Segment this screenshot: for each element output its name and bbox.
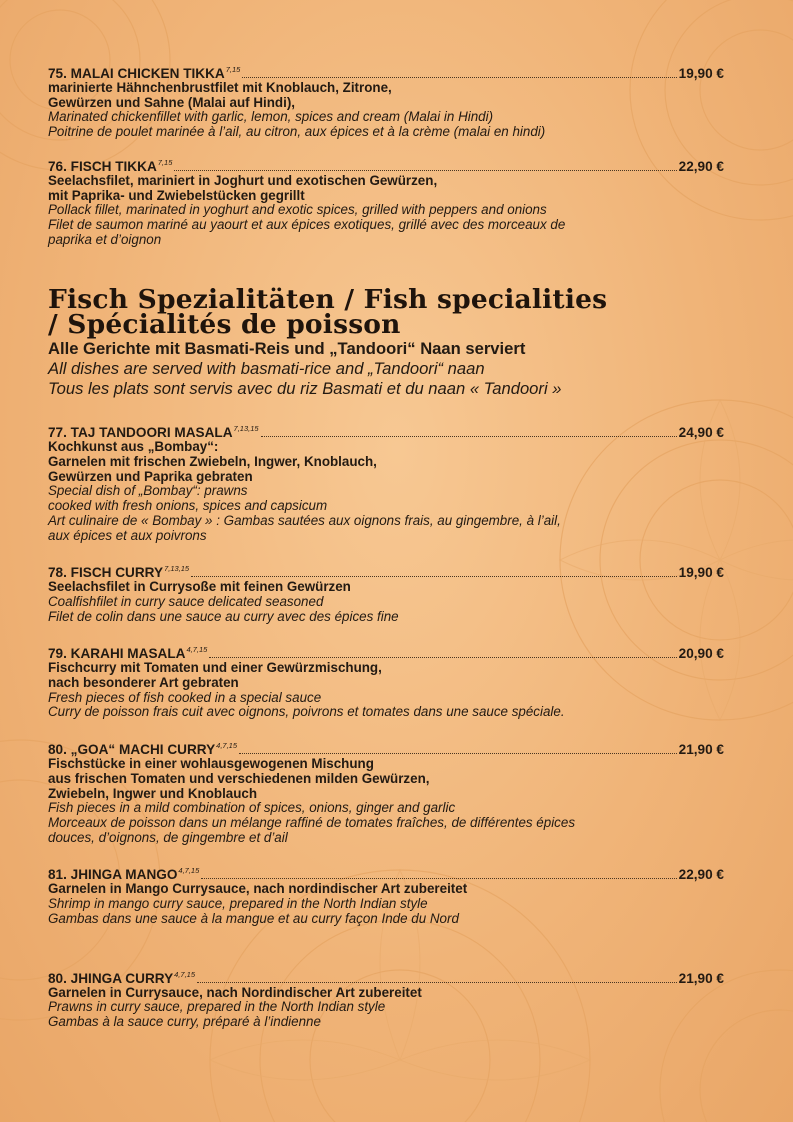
description-en: Shrimp in mango curry sauce, prepared in the North Indian style <box>48 896 428 912</box>
allergen-codes: 4,7,15 <box>174 969 195 979</box>
description-fr: Morceaux de poisson dans un mélange raffiné de tomates fraîches, de différentes épices <box>48 814 576 830</box>
description-en: Special dish of „Bombay“: prawns <box>48 483 248 499</box>
section-subtitle-de: Alle Gerichte mit Basmati-Reis und „Tandoori“ Naan serviert <box>48 339 526 359</box>
description-de: Zwiebeln, Ingwer und Knoblauch <box>48 785 258 801</box>
dotted-leader <box>201 877 676 879</box>
description-de: Seelachsfilet in Currysoße mit feinen Gewürzen <box>48 579 351 595</box>
section-header-fish <box>48 284 724 399</box>
item-price: 21,90 € <box>678 970 724 986</box>
section-subtitle-fr: Tous les plats sont servis avec du riz Basmati et du naan « Tandoori » <box>48 379 562 399</box>
description-fr: Art culinaire de « Bombay » : Gambas sautées aux oignons frais, au gingembre, à l’ail, <box>48 512 561 528</box>
item-name: 77. TAJ TANDOORI MASALA <box>48 425 233 441</box>
menu-item-78 <box>48 565 724 624</box>
dotted-leader <box>174 169 676 171</box>
item-name: 75. MALAI CHICKEN TIKKA <box>48 66 225 81</box>
description-fr: aux épices et aux poivrons <box>48 527 207 543</box>
item-price: 20,90 € <box>678 646 724 662</box>
item-price: 24,90 € <box>678 425 724 441</box>
allergen-codes: 7,15 <box>157 157 173 167</box>
menu-item-81 <box>48 867 724 926</box>
dotted-leader <box>239 752 677 754</box>
menu-item-76 <box>48 159 724 248</box>
description-de: Fischstücke in einer wohlausgewogenen Mischung <box>48 756 374 772</box>
description-fr: Filet de saumon mariné au yaourt et aux épices exotiques, grillé avec des morceaux de <box>48 216 566 232</box>
dotted-leader <box>242 76 676 78</box>
description-en: cooked with fresh onions, spices and capsicum <box>48 498 328 514</box>
item-name: 80. JHINGA CURRY <box>48 970 174 986</box>
description-fr: Curry de poisson frais cuit avec oignons, poivrons et tomates dans une sauce spéciale. <box>48 704 565 720</box>
description-de: Fischcurry mit Tomaten und einer Gewürzmischung, <box>48 660 382 676</box>
allergen-codes: 7,13,15 <box>233 424 259 434</box>
description-fr: Gambas dans une sauce à la mangue et au curry façon Inde du Nord <box>48 910 459 926</box>
menu-item-80-goa <box>48 742 724 845</box>
description-en: Pollack fillet, marinated in yoghurt and exotic spices, grilled with peppers and onions <box>48 202 547 218</box>
description-de: aus frischen Tomaten und verschiedenen milden Gewürzen, <box>48 770 430 786</box>
description-en: Coalfishfilet in curry sauce delicated seasoned <box>48 593 324 609</box>
item-name: 79. KARAHI MASALA <box>48 646 186 662</box>
allergen-codes: 4,7,15 <box>178 866 200 876</box>
menu-item-75 <box>48 66 724 140</box>
dotted-leader <box>191 575 677 577</box>
description-de: Seelachsfilet, mariniert in Joghurt und exotischen Gewürzen, <box>48 172 438 188</box>
section-title: / Spécialités de poisson <box>48 309 401 341</box>
dotted-leader <box>197 981 677 983</box>
item-price: 19,90 € <box>678 565 724 581</box>
description-de: nach besonderer Art gebraten <box>48 675 239 691</box>
item-name: 81. JHINGA MANGO <box>48 867 178 883</box>
allergen-codes: 7,13,15 <box>164 564 190 574</box>
description-de: Gewürzen und Paprika gebraten <box>48 468 253 484</box>
items-fish <box>48 425 724 1029</box>
allergen-codes: 4,7,15 <box>186 645 208 655</box>
description-fr: paprika et d’oignon <box>48 231 162 247</box>
description-de: Garnelen in Currysauce, nach Nordindischer Art zubereitet <box>48 984 422 1000</box>
item-price: 21,90 € <box>678 742 724 758</box>
description-en: Prawns in curry sauce, prepared in the North Indian style <box>48 999 386 1015</box>
items-top <box>48 66 724 247</box>
item-name: 76. FISCH TIKKA <box>48 158 157 174</box>
menu-item-77 <box>48 425 724 543</box>
description-fr: douces, d’oignons, de gingembre et d’ail <box>48 829 288 845</box>
section-subtitle-en: All dishes are served with basmati-rice and „Tandoori“ naan <box>48 359 485 379</box>
description-en: Fresh pieces of fish cooked in a special sauce <box>48 689 322 705</box>
item-name: 80. „GOA“ MACHI CURRY <box>48 742 216 758</box>
item-price: 22,90 € <box>678 158 724 174</box>
description-de: Gewürzen und Sahne (Malai auf Hindi), <box>48 94 296 110</box>
description-de: mit Paprika- und Zwiebelstücken gegrillt <box>48 187 305 203</box>
menu-item-80-jhinga <box>48 971 724 1030</box>
description-de: marinierte Hähnchenbrustfilet mit Knoblauch, Zitrone, <box>48 80 392 95</box>
allergen-codes: 7,15 <box>225 65 241 74</box>
allergen-codes: 4,7,15 <box>216 741 238 751</box>
item-price: 22,90 € <box>678 867 724 883</box>
item-name: 78. FISCH CURRY <box>48 565 164 581</box>
dotted-leader <box>209 656 676 658</box>
menu-item-79 <box>48 646 724 720</box>
description-de: Garnelen mit frischen Zwiebeln, Ingwer, Knoblauch, <box>48 454 377 470</box>
description-en: Marinated chickenfillet with garlic, lemon, spices and cream (Malai in Hindi) <box>48 109 494 125</box>
description-fr: Gambas à la sauce curry, préparé à l’indienne <box>48 1013 321 1029</box>
menu-page <box>48 66 724 1049</box>
description-de: Garnelen in Mango Currysauce, nach nordindischer Art zubereitet <box>48 881 468 897</box>
description-fr: Poitrine de poulet marinée à l’ail, au citron, aux épices et à la crème (malai en hindi) <box>48 124 546 140</box>
description-fr: Filet de colin dans une sauce au curry avec des épices fine <box>48 608 399 624</box>
section-title: Fisch Spezialitäten / Fish specialities <box>48 284 608 316</box>
item-price: 19,90 € <box>678 66 724 81</box>
description-en: Fish pieces in a mild combination of spices, onions, ginger and garlic <box>48 800 456 816</box>
dotted-leader <box>261 435 677 437</box>
description-de: Kochkunst aus „Bombay“: <box>48 439 219 455</box>
